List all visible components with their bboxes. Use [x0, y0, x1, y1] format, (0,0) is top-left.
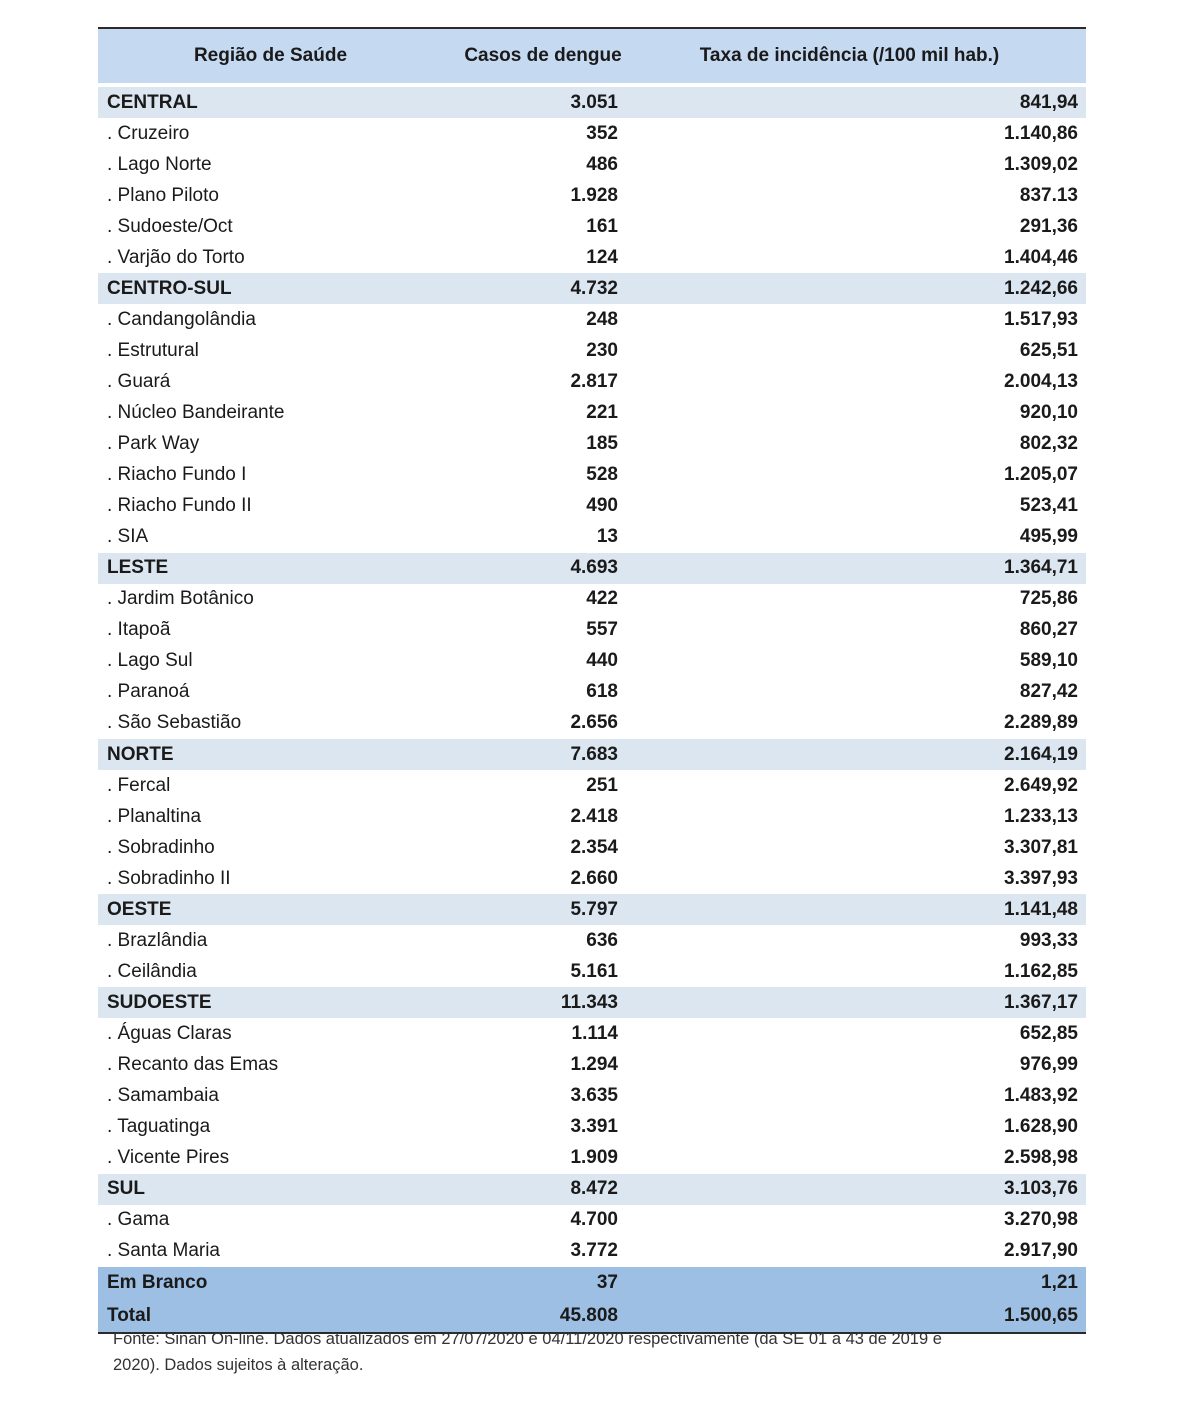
cell-region-name: . Itapoã — [107, 619, 171, 641]
cell-region-name: . Estrutural — [107, 339, 199, 361]
cell-rate: 625,51 — [1019, 339, 1078, 361]
table-row — [98, 335, 1086, 366]
cell-rate: 920,10 — [1019, 401, 1078, 423]
cell-rate: 1.309,02 — [1004, 153, 1078, 175]
cell-region-name: . Guará — [107, 370, 171, 392]
header-region: Região de Saúde — [193, 45, 348, 66]
cell-cases: 221 — [586, 401, 618, 423]
cell-cases: 1.114 — [571, 1022, 618, 1044]
table-row — [98, 1081, 1086, 1112]
table-row — [98, 1112, 1086, 1143]
table-row — [98, 925, 1086, 956]
region-row — [98, 273, 1086, 304]
cell-region-name: . Águas Claras — [107, 1022, 232, 1044]
cell-rate: 1.140,86 — [1004, 122, 1078, 144]
cell-cases: 352 — [586, 122, 618, 144]
cell-region-name: . Santa Maria — [107, 1240, 220, 1262]
table-row — [98, 1143, 1086, 1174]
cell-region-name: . Varjão do Torto — [107, 246, 245, 268]
table-row — [98, 677, 1086, 708]
cell-rate: 993,33 — [1019, 929, 1078, 951]
table-row — [98, 366, 1086, 397]
cell-region-name: . Lago Norte — [107, 153, 212, 175]
cell-rate: 1.141,48 — [1004, 898, 1078, 920]
cell-region-name: NORTE — [107, 743, 174, 765]
table-row — [98, 304, 1086, 335]
footnote-line-2: 2020). Dados sujeitos à alteração. — [113, 1356, 364, 1374]
cell-region-name: . Recanto das Emas — [107, 1053, 279, 1075]
summary-row — [98, 1267, 1086, 1300]
cell-rate: 976,99 — [1019, 1053, 1078, 1075]
cell-region-name: CENTRAL — [107, 91, 198, 113]
cell-cases: 618 — [586, 681, 618, 703]
cell-region-name: LESTE — [107, 557, 169, 579]
dengue-table — [98, 27, 1086, 1334]
cell-cases: 124 — [586, 246, 618, 268]
region-row — [98, 894, 1086, 925]
cell-cases: 3.051 — [570, 91, 618, 113]
cell-region-name: . Jardim Botânico — [107, 588, 254, 610]
cell-rate: 2.164,19 — [1004, 743, 1078, 765]
cell-region-name: . Taguatinga — [107, 1116, 211, 1138]
cell-cases: 8.472 — [570, 1178, 618, 1200]
table-row — [98, 801, 1086, 832]
source-footnote — [113, 1326, 1063, 1378]
cell-cases: 1.909 — [570, 1147, 618, 1169]
cell-rate: 1,21 — [1041, 1272, 1078, 1294]
cell-rate: 3.307,81 — [1004, 836, 1078, 858]
cell-rate: 827,42 — [1019, 681, 1078, 703]
cell-cases: 13 — [596, 526, 618, 548]
cell-rate: 860,27 — [1019, 619, 1078, 641]
footnote-line-1: Fonte: Sinan On-line. Dados atualizados em 27/07/2020 e 04/11/2020 respectivamente (da SE 01 a 43 de 2019 e — [113, 1330, 942, 1348]
header-cases: Casos de dengue — [464, 45, 622, 66]
cell-region-name: . Park Way — [107, 433, 200, 455]
cell-cases: 248 — [586, 308, 618, 330]
cell-region-name: . Candangolândia — [107, 308, 256, 330]
cell-region-name: . SIA — [107, 526, 149, 548]
table-body — [98, 87, 1086, 1332]
table-row — [98, 615, 1086, 646]
region-row — [98, 553, 1086, 584]
cell-rate: 495,99 — [1019, 526, 1078, 548]
cell-cases: 7.683 — [570, 743, 618, 765]
cell-region-name: . Ceilândia — [107, 960, 197, 982]
table-row — [98, 1018, 1086, 1049]
cell-cases: 4.693 — [570, 557, 618, 579]
table-row — [98, 118, 1086, 149]
cell-cases: 2.660 — [570, 867, 618, 889]
cell-region-name: . Samambaia — [107, 1085, 219, 1107]
cell-cases: 2.418 — [570, 805, 618, 827]
table-row — [98, 956, 1086, 987]
table-row — [98, 708, 1086, 739]
cell-rate: 1.364,71 — [1004, 557, 1078, 579]
region-row — [98, 739, 1086, 770]
cell-region-name: . Fercal — [107, 774, 171, 796]
cell-cases: 486 — [586, 153, 618, 175]
table-row — [98, 1236, 1086, 1267]
table-row — [98, 646, 1086, 677]
cell-cases: 1.928 — [570, 184, 618, 206]
cell-cases: 490 — [586, 495, 618, 517]
cell-region-name: . Riacho Fundo I — [107, 464, 247, 486]
cell-region-name: . Gama — [107, 1209, 170, 1231]
cell-region-name: OESTE — [107, 898, 172, 920]
cell-cases: 37 — [596, 1272, 618, 1294]
cell-rate: 291,36 — [1019, 215, 1078, 237]
table-row — [98, 211, 1086, 242]
cell-rate: 1.162,85 — [1004, 960, 1078, 982]
cell-rate: 1.404,46 — [1004, 246, 1078, 268]
table-row — [98, 1205, 1086, 1236]
cell-region-name: . Riacho Fundo II — [107, 495, 252, 517]
cell-rate: 1.517,93 — [1004, 308, 1078, 330]
cell-region-name: SUDOESTE — [107, 991, 212, 1013]
cell-rate: 725,86 — [1019, 588, 1078, 610]
cell-region-name: . Cruzeiro — [107, 122, 190, 144]
cell-region-name: CENTRO-SUL — [107, 277, 232, 299]
cell-cases: 5.161 — [570, 960, 618, 982]
cell-cases: 161 — [586, 215, 618, 237]
cell-rate: 2.917,90 — [1004, 1240, 1078, 1262]
cell-cases: 45.808 — [559, 1304, 618, 1326]
cell-cases: 3.772 — [570, 1240, 618, 1262]
cell-region-name: . Paranoá — [107, 681, 190, 703]
cell-cases: 4.700 — [570, 1209, 618, 1231]
cell-cases: 11.343 — [560, 991, 618, 1013]
cell-region-name: . Sudoeste/Oct — [107, 215, 233, 237]
cell-cases: 422 — [586, 588, 618, 610]
table-row — [98, 770, 1086, 801]
cell-region-name: . Brazlândia — [107, 929, 208, 951]
header-rate: Taxa de incidência (/100 mil hab.) — [699, 45, 1000, 66]
table-row — [98, 832, 1086, 863]
region-row — [98, 987, 1086, 1018]
cell-rate: 1.628,90 — [1004, 1116, 1078, 1138]
cell-region-name: SUL — [107, 1178, 145, 1200]
region-row — [98, 1174, 1086, 1205]
cell-region-name: . Planaltina — [107, 805, 202, 827]
cell-rate: 2.649,92 — [1004, 774, 1078, 796]
cell-cases: 185 — [586, 433, 618, 455]
cell-rate: 589,10 — [1019, 650, 1078, 672]
cell-rate: 2.004,13 — [1004, 370, 1078, 392]
cell-region-name: Total — [107, 1304, 151, 1326]
cell-cases: 2.817 — [570, 370, 618, 392]
cell-cases: 230 — [586, 339, 618, 361]
cell-region-name: . Plano Piloto — [107, 184, 219, 206]
cell-region-name: . Núcleo Bandeirante — [107, 401, 285, 423]
table-row — [98, 242, 1086, 273]
cell-region-name: Em Branco — [107, 1272, 208, 1294]
cell-cases: 557 — [586, 619, 618, 641]
table-row — [98, 584, 1086, 615]
cell-rate: 2.598,98 — [1004, 1147, 1078, 1169]
table-row — [98, 863, 1086, 894]
cell-cases: 528 — [586, 464, 618, 486]
cell-region-name: . São Sebastião — [107, 712, 242, 734]
cell-cases: 440 — [586, 650, 618, 672]
table-row — [98, 1049, 1086, 1080]
cell-rate: 3.397,93 — [1004, 867, 1078, 889]
cell-rate: 841,94 — [1019, 91, 1078, 113]
cell-cases: 2.656 — [570, 712, 618, 734]
cell-rate: 652,85 — [1019, 1022, 1078, 1044]
cell-region-name: . Sobradinho II — [107, 867, 231, 889]
cell-rate: 1.205,07 — [1004, 464, 1078, 486]
table-row — [98, 429, 1086, 460]
table-row — [98, 397, 1086, 428]
cell-rate: 1.233,13 — [1004, 805, 1078, 827]
cell-rate: 1.500,65 — [1004, 1304, 1078, 1326]
cell-rate: 837.13 — [1019, 184, 1078, 206]
cell-rate: 523,41 — [1019, 495, 1078, 517]
table-row — [98, 149, 1086, 180]
cell-cases: 636 — [586, 929, 618, 951]
table-row — [98, 491, 1086, 522]
cell-rate: 3.103,76 — [1004, 1178, 1078, 1200]
region-row — [98, 87, 1086, 118]
table-row — [98, 180, 1086, 211]
cell-cases: 1.294 — [570, 1053, 618, 1075]
cell-cases: 3.391 — [570, 1116, 618, 1138]
cell-cases: 251 — [586, 774, 618, 796]
cell-region-name: . Vicente Pires — [107, 1147, 230, 1169]
cell-cases: 5.797 — [570, 898, 618, 920]
cell-rate: 1.242,66 — [1004, 277, 1078, 299]
cell-region-name: . Sobradinho — [107, 836, 215, 858]
cell-rate: 2.289,89 — [1004, 712, 1078, 734]
cell-cases: 2.354 — [570, 836, 618, 858]
cell-rate: 1.367,17 — [1004, 991, 1078, 1013]
cell-rate: 3.270,98 — [1004, 1209, 1078, 1231]
table-header — [98, 29, 1086, 87]
cell-cases: 3.635 — [570, 1085, 618, 1107]
table-row — [98, 522, 1086, 553]
cell-region-name: . Lago Sul — [107, 650, 193, 672]
cell-rate: 802,32 — [1019, 433, 1078, 455]
cell-cases: 4.732 — [570, 277, 618, 299]
cell-rate: 1.483,92 — [1004, 1085, 1078, 1107]
table-row — [98, 460, 1086, 491]
